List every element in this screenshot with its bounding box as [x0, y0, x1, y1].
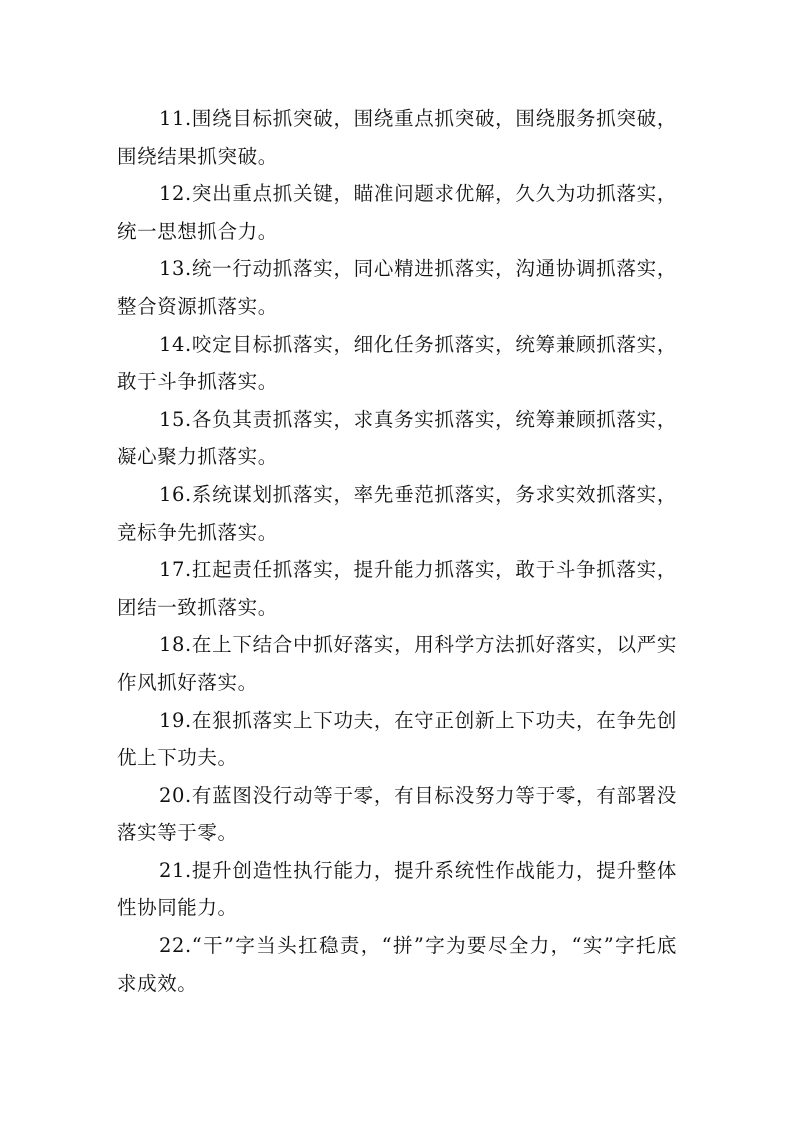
paragraph-18: 18.在上下结合中抓好落实，用科学方法抓好落实，以严实作风抓好落实。 [117, 633, 677, 694]
paragraph-11: 11.围绕目标抓突破，围绕重点抓突破，围绕服务抓突破，围绕结果抓突破。 [117, 107, 677, 168]
paragraph-20: 20.有蓝图没行动等于零，有目标没努力等于零，有部署没落实等于零。 [117, 783, 677, 845]
paragraph-17: 17.扛起责任抓落实，提升能力抓落实，敢于斗争抓落实，团结一致抓落实。 [117, 558, 677, 619]
paragraph-19: 19.在狠抓落实上下功夫，在守正创新上下功夫，在争先创优上下功夫。 [117, 708, 677, 770]
document-body [117, 100, 677, 1002]
paragraph-14: 14.咬定目标抓落实，细化任务抓落实，统筹兼顾抓落实，敢于斗争抓落实。 [117, 332, 677, 394]
paragraph-16: 16.系统谋划抓落实，率先垂范抓落实，务求实效抓落实，竞标争先抓落实。 [117, 482, 677, 544]
paragraph-12: 12.突出重点抓关键，瞄准问题求优解，久久为功抓落实，统一思想抓合力。 [117, 182, 677, 243]
paragraph-22: 22.“干”字当头扛稳责，“拼”字为要尽全力，“实”字托底求成效。 [117, 934, 677, 995]
paragraph-21: 21.提升创造性执行能力，提升系统性作战能力，提升整体性协同能力。 [117, 858, 677, 920]
paragraph-15: 15.各负其责抓落实，求真务实抓落实，统筹兼顾抓落实，凝心聚力抓落实。 [117, 407, 677, 469]
paragraph-13: 13.统一行动抓落实，同心精进抓落实，沟通协调抓落实，整合资源抓落实。 [117, 257, 677, 318]
